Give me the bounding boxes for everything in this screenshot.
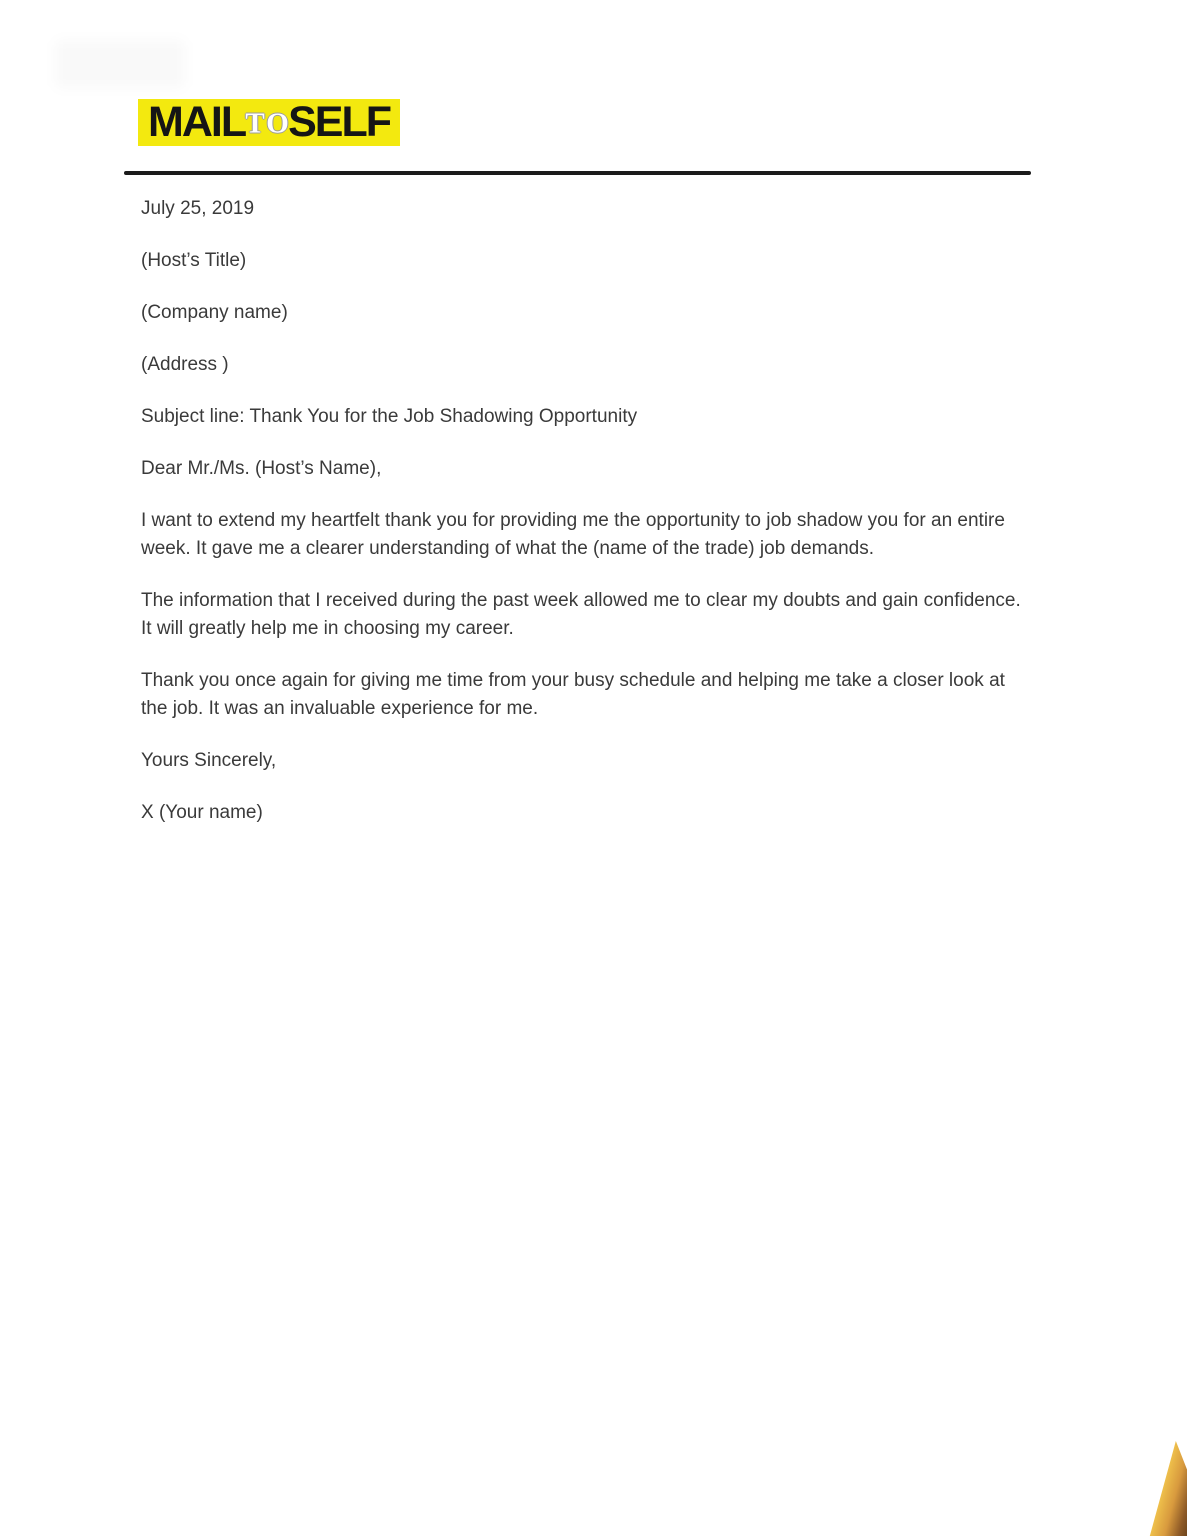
logo-text-mail: MAIL xyxy=(148,98,246,146)
corner-ribbon-decoration xyxy=(1125,1441,1187,1536)
subject-line: Subject line: Thank You for the Job Shadowing Opportunity xyxy=(141,406,638,427)
recipient-host-title: (Host’s Title) xyxy=(141,250,247,271)
watermark-remnant xyxy=(55,40,185,88)
salutation: Dear Mr./Ms. (Host’s Name), xyxy=(141,458,382,479)
letter-body xyxy=(141,195,1031,851)
signature-line: X (Your name) xyxy=(141,802,263,823)
paragraph-information: The information that I received during the past week allowed me to clear my doubts and gain confidence. It will greatly help me in choosing my career. xyxy=(141,590,1021,639)
paragraph-thank-you: I want to extend my heartfelt thank you for providing me the opportunity to job shadow you for an entire week. It gave me a clearer understanding of what the (name of the trade) job demands. xyxy=(141,510,1005,559)
logo-text-to: TO xyxy=(245,107,291,140)
mail-to-self-logo xyxy=(138,99,400,146)
header-divider xyxy=(124,171,1031,175)
closing: Yours Sincerely, xyxy=(141,750,277,771)
recipient-company-name: (Company name) xyxy=(141,302,288,323)
paragraph-once-again: Thank you once again for giving me time from your busy schedule and helping me take a closer look at the job. It was an invaluable experience for me. xyxy=(141,670,1005,719)
recipient-address: (Address ) xyxy=(141,354,229,375)
date-line: July 25, 2019 xyxy=(141,198,255,219)
logo-text-self: SELF xyxy=(288,98,390,146)
